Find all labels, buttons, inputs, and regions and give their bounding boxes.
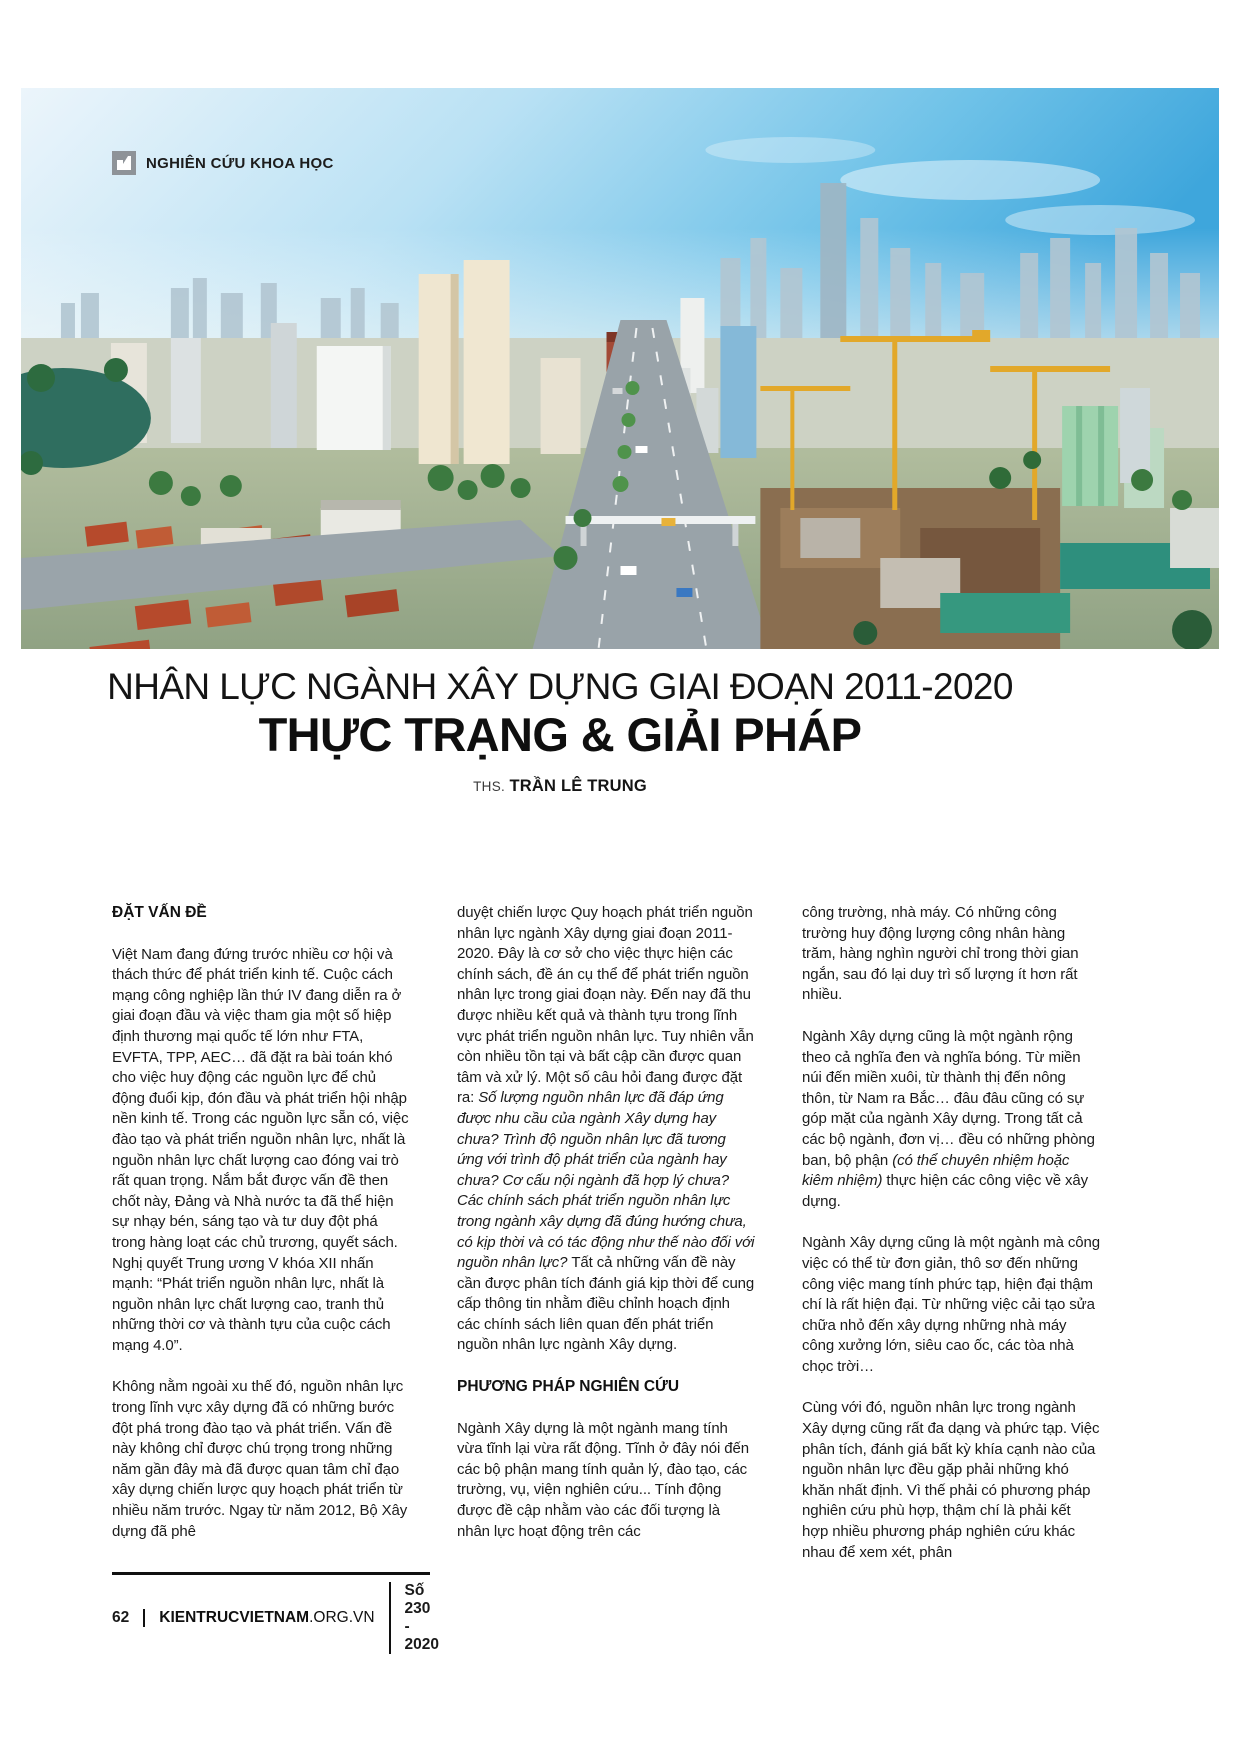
paragraph: công trường, nhà máy. Có những công trường huy động lượng công nhân hàng trăm, hàng nghìn người chỉ trong thời gian ngắn, sau đó lại duy trì số lượng ít hơn rất nhiều.	[802, 904, 1079, 1004]
article-title-line2: THỰC TRẠNG & GIẢI PHÁP	[258, 708, 862, 762]
journal-website-name: KIENTRUCVIETNAM	[159, 1609, 310, 1626]
footer-row	[112, 1575, 440, 1654]
column-1	[112, 903, 410, 1584]
paragraph: Không nằm ngoài xu thế đó, nguồn nhân lực trong lĩnh vực xây dựng đã có những bước đột phá trong đào tạo và phát triển. Vấn đề này không chỉ được chú trọng trong những năm gần đây mà đã được quan tâm chỉ đạo xây dựng chiến lược quy hoạch phát triển từ nhiều năm trước. Ngay từ năm 2012, Bộ Xây dựng đã phê	[112, 1378, 408, 1540]
author-degree: THS.	[473, 779, 506, 795]
journal-website	[143, 1609, 388, 1627]
heading-phuong-phap-nghien-cuu: PHƯƠNG PHÁP NGHIÊN CỨU	[457, 1378, 680, 1396]
page-number: 62	[112, 1609, 130, 1626]
paragraph: Ngành Xây dựng cũng là một ngành mà công việc có thể từ đơn giản, thô sơ đến những công việc mang tính phức tạp, hiện đại thậm chí là rất hiện đại. Từ những việc cải tạo sửa chữa nhỏ đến xây dựng những nhà máy công xưởng lớn, siêu cao ốc, các tòa nhà chọc trời…	[802, 1234, 1100, 1375]
section-badge-label: NGHIÊN CỨU KHOA HỌC	[146, 154, 334, 172]
page-footer	[112, 1572, 440, 1654]
column-3	[802, 903, 1100, 1584]
heading-dat-van-de: ĐẶT VẤN ĐỀ	[112, 904, 207, 921]
paragraph: Cùng với đó, nguồn nhân lực trong ngành Xây dựng cũng rất đa dạng và phức tạp. Việc phân tích, đánh giá bất kỳ khía cạnh nào của nguồn nhân lực đều gặp phải những khó khăn nhất định. Vì thế phải có phương pháp nghiên cứu phù hợp, thậm chí là phải kết hợp nhiều phương pháp nghiên cứu khác nhau để xem xét, phân	[802, 1399, 1100, 1561]
column-2	[457, 903, 755, 1584]
paragraph: Việt Nam đang đứng trước nhiều cơ hội và thách thức để phát triển kinh tế. Cuộc cách mạng công nghiệp lần thứ IV đang diễn ra ở giai đoạn đầu và việc tham gia một số hiệp định thương mại quốc tế lớn như FTA, EVFTA, TPP, AEC… đã đặt ra bài toán khó cho việc huy động các nguồn lực để chủ động đuổi kịp, đón đầu và phát triển hội nhập nền kinh tế. Trong các nguồn lực sẵn có, việc đào tạo và phát triển nguồn nhân lực, nhất là nguồn nhân lực chất lượng cao đóng vai trò rất quan trọng. Nắm bắt được vấn đề then chốt này, Đảng và Nhà nước ta đã thể hiện sự nhạy bén, sáng tạo và tư duy đột phá trong hàng loạt các chủ trương, quyết sách. Nghị quyết Trung ương V khóa XII nhấn mạnh: “Phát triển nguồn nhân lực, nhất là nguồn nhân lực chất lượng cao, tranh thủ những thời cơ và thành tựu của cuộc cách mạng 4.0”.	[112, 945, 409, 1354]
paragraph: duyệt chiến lược Quy hoạch phát triển nguồn nhân lực ngành Xây dựng giai đoạn 2011-2020. Đây là cơ sở cho việc thực hiện các chính sách, đề án cụ thể để phát triển nguồn nhân lực trong giai đoạn này. Đến nay đã thu được nhiều kết quả và thành tựu trong lĩnh vực phát triển nguồn nhân lực. Tuy nhiên vẫn còn nhiều tồn tại và bất cập cần được quan tâm và xử lý. Một số câu hỏi đang được đặt ra: Số lượng nguồn nhân lực đã đáp ứng được nhu cầu của ngành Xây dựng hay chưa? Trình độ nguồn nhân lực đã tương ứng với trình độ phát triển của ngành hay chưa? Cơ cấu nội ngành đã hợp lý chưa? Các chính sách phát triển nguồn nhân lực trong ngành xây dựng đã đúng hướng chưa, có kịp thời và có tác động như thế nào đối với nguồn nhân lực? Tất cả những vấn đề này cần được phân tích đánh giá kịp thời để cung cấp thông tin nhằm điều chỉnh hoạch định các chính sách liên quan đến phát triển nguồn nhân lực ngành Xây dựng.	[457, 904, 755, 1354]
issue-number: Số 230 - 2020	[389, 1582, 439, 1654]
article-body	[112, 903, 1100, 1584]
journal-website-tld: .ORG.VN	[309, 1609, 375, 1626]
author-name: TRẦN LÊ TRUNG	[509, 777, 647, 796]
author-line	[0, 777, 1120, 796]
journal-logo-icon	[112, 151, 136, 175]
article-title-line1: NHÂN LỰC NGÀNH XÂY DỰNG GIAI ĐOẠN 2011-2020	[107, 666, 1013, 707]
paragraph: Ngành Xây dựng cũng là một ngành rộng theo cả nghĩa đen và nghĩa bóng. Từ miền núi đến miền xuôi, từ thành thị đến nông thôn, từ Nam ra Bắc… đâu đâu cũng có sự góp mặt của ngành Xây dựng. Trong tất cả các bộ ngành, đơn vị… đều có những phòng ban, bộ phận (có thể chuyên nhiệm hoặc kiêm nhiệm) thực hiện các công việc về xây dựng.	[802, 1027, 1095, 1210]
article-title-block	[0, 666, 1120, 796]
paragraph: Ngành Xây dựng là một ngành mang tính vừa tĩnh lại vừa rất động. Tĩnh ở đây nói đến các bộ phận mang tính quản lý, đào tạo, các trường, vụ, viện nghiên cứu... Tính động được đề cập nhằm vào các đối tượng là nhân lực hoạt động trên các	[457, 1419, 749, 1540]
section-badge	[112, 151, 334, 175]
